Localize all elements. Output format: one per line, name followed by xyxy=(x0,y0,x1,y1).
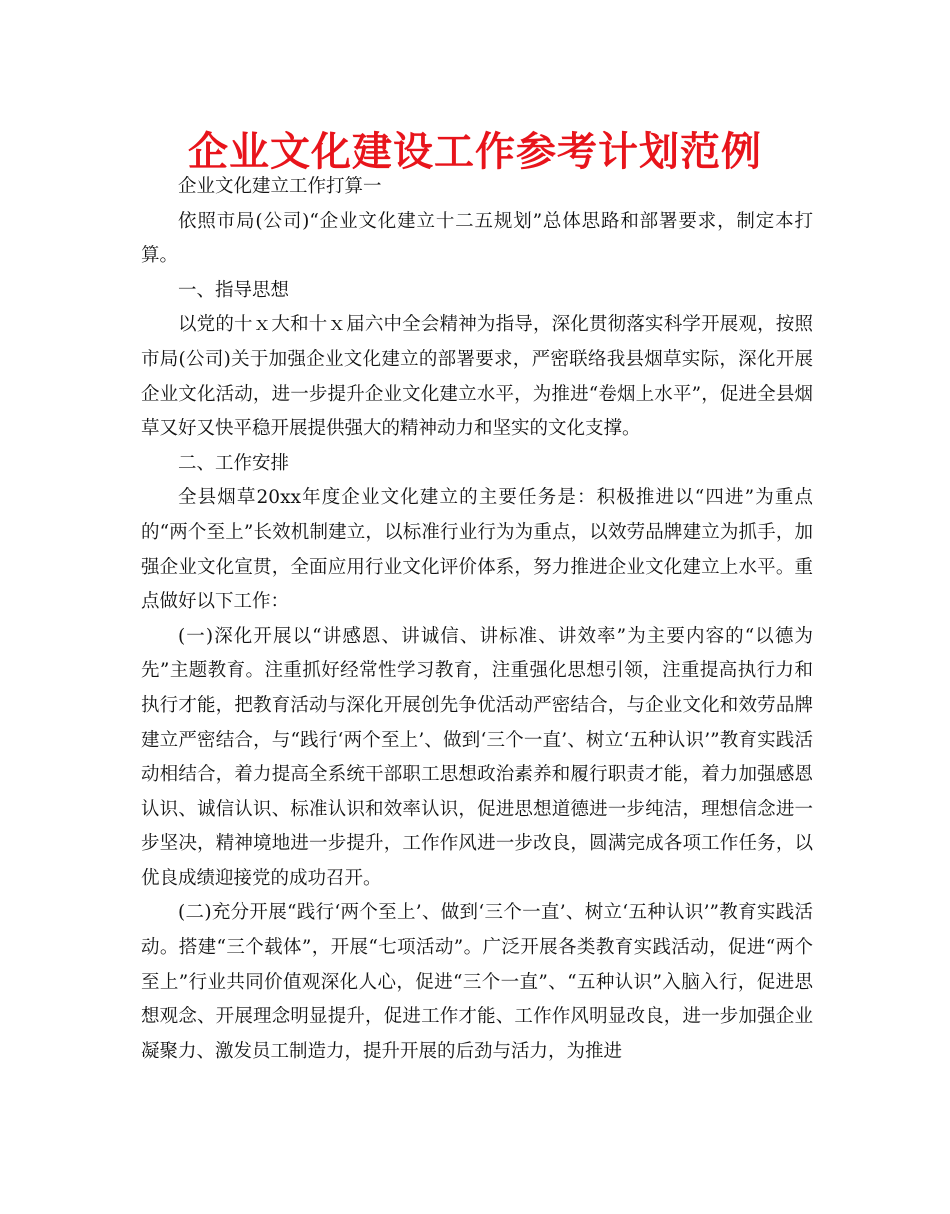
document-title: 企业文化建设工作参考计划范例 xyxy=(188,129,762,175)
body-paragraph: 以党的十ｘ大和十ｘ届六中全会精神为指导，深化贯彻落实科学开展观，按照市局(公司)关于加强企业文化建立的部署要求，严密联络我县烟草实际，深化开展企业文化活动，进一步提升企业文化建立水平，为推进“卷烟上水平”，促进全县烟草又好又快平稳开展提供强大的精神动力和坚实的文化支撑。 xyxy=(141,314,813,440)
body-paragraph: 全县烟草20xx年度企业文化建立的主要任务是：积极推进以“四进”为重点的“两个至上”长效机制建立，以标准行业行为为重点，以效劳品牌建立为抓手，加强企业文化宣贯，全面应用行业文化评价体系，努力推进企业文化建立上水平。重点做好以下工作： xyxy=(141,487,813,613)
section-heading: 一、指导思想 xyxy=(178,279,290,301)
section-heading: 企业文化建立工作打算一 xyxy=(178,176,382,197)
body-paragraph: (一)深化开展以“讲感恩、讲诚信、讲标准、讲效率”为主要内容的“以德为先”主题教育。注重抓好经常性学习教育，注重强化思想引领，注重提高执行力和执行才能，把教育活动与深化开展创先争优活动严密结合，与企业文化和效劳品牌建立严密结合，与“践行‘两个至上’、做到‘三个一直’、树立‘五种认识’”教育实践活动相结合，着力提高全系统干部职工思想政治素养和履行职责才能，着力加强感恩认识、诚信认识、标准认识和效率认识，促进思想道德进一步纯洁，理想信念进一步坚决，精神境地进一步提升，工作作风进一步改良，圆满完成各项工作任务，以优良成绩迎接党的成功召开。 xyxy=(141,625,813,889)
body-paragraph: (二)充分开展“践行‘两个至上’、做到‘三个一直’、树立‘五种认识’”教育实践活动。搭建“三个载体”，开展“七项活动”。广泛开展各类教育实践活动，促进“两个至上”行业共同价值观深化人心，促进“三个一直”、“五种认识”入脑入行，促进思想观念、开展理念明显提升，促进工作才能、工作作风明显改良，进一步加强企业凝聚力、激发员工制造力，提升开展的后劲与活力，为推进 xyxy=(141,902,813,1062)
body-paragraph: 依照市局(公司)“企业文化建立十二五规划”总体思路和部署要求，制定本打算。 xyxy=(141,210,813,267)
section-heading: 二、工作安排 xyxy=(178,452,290,474)
document-body xyxy=(141,170,813,1069)
